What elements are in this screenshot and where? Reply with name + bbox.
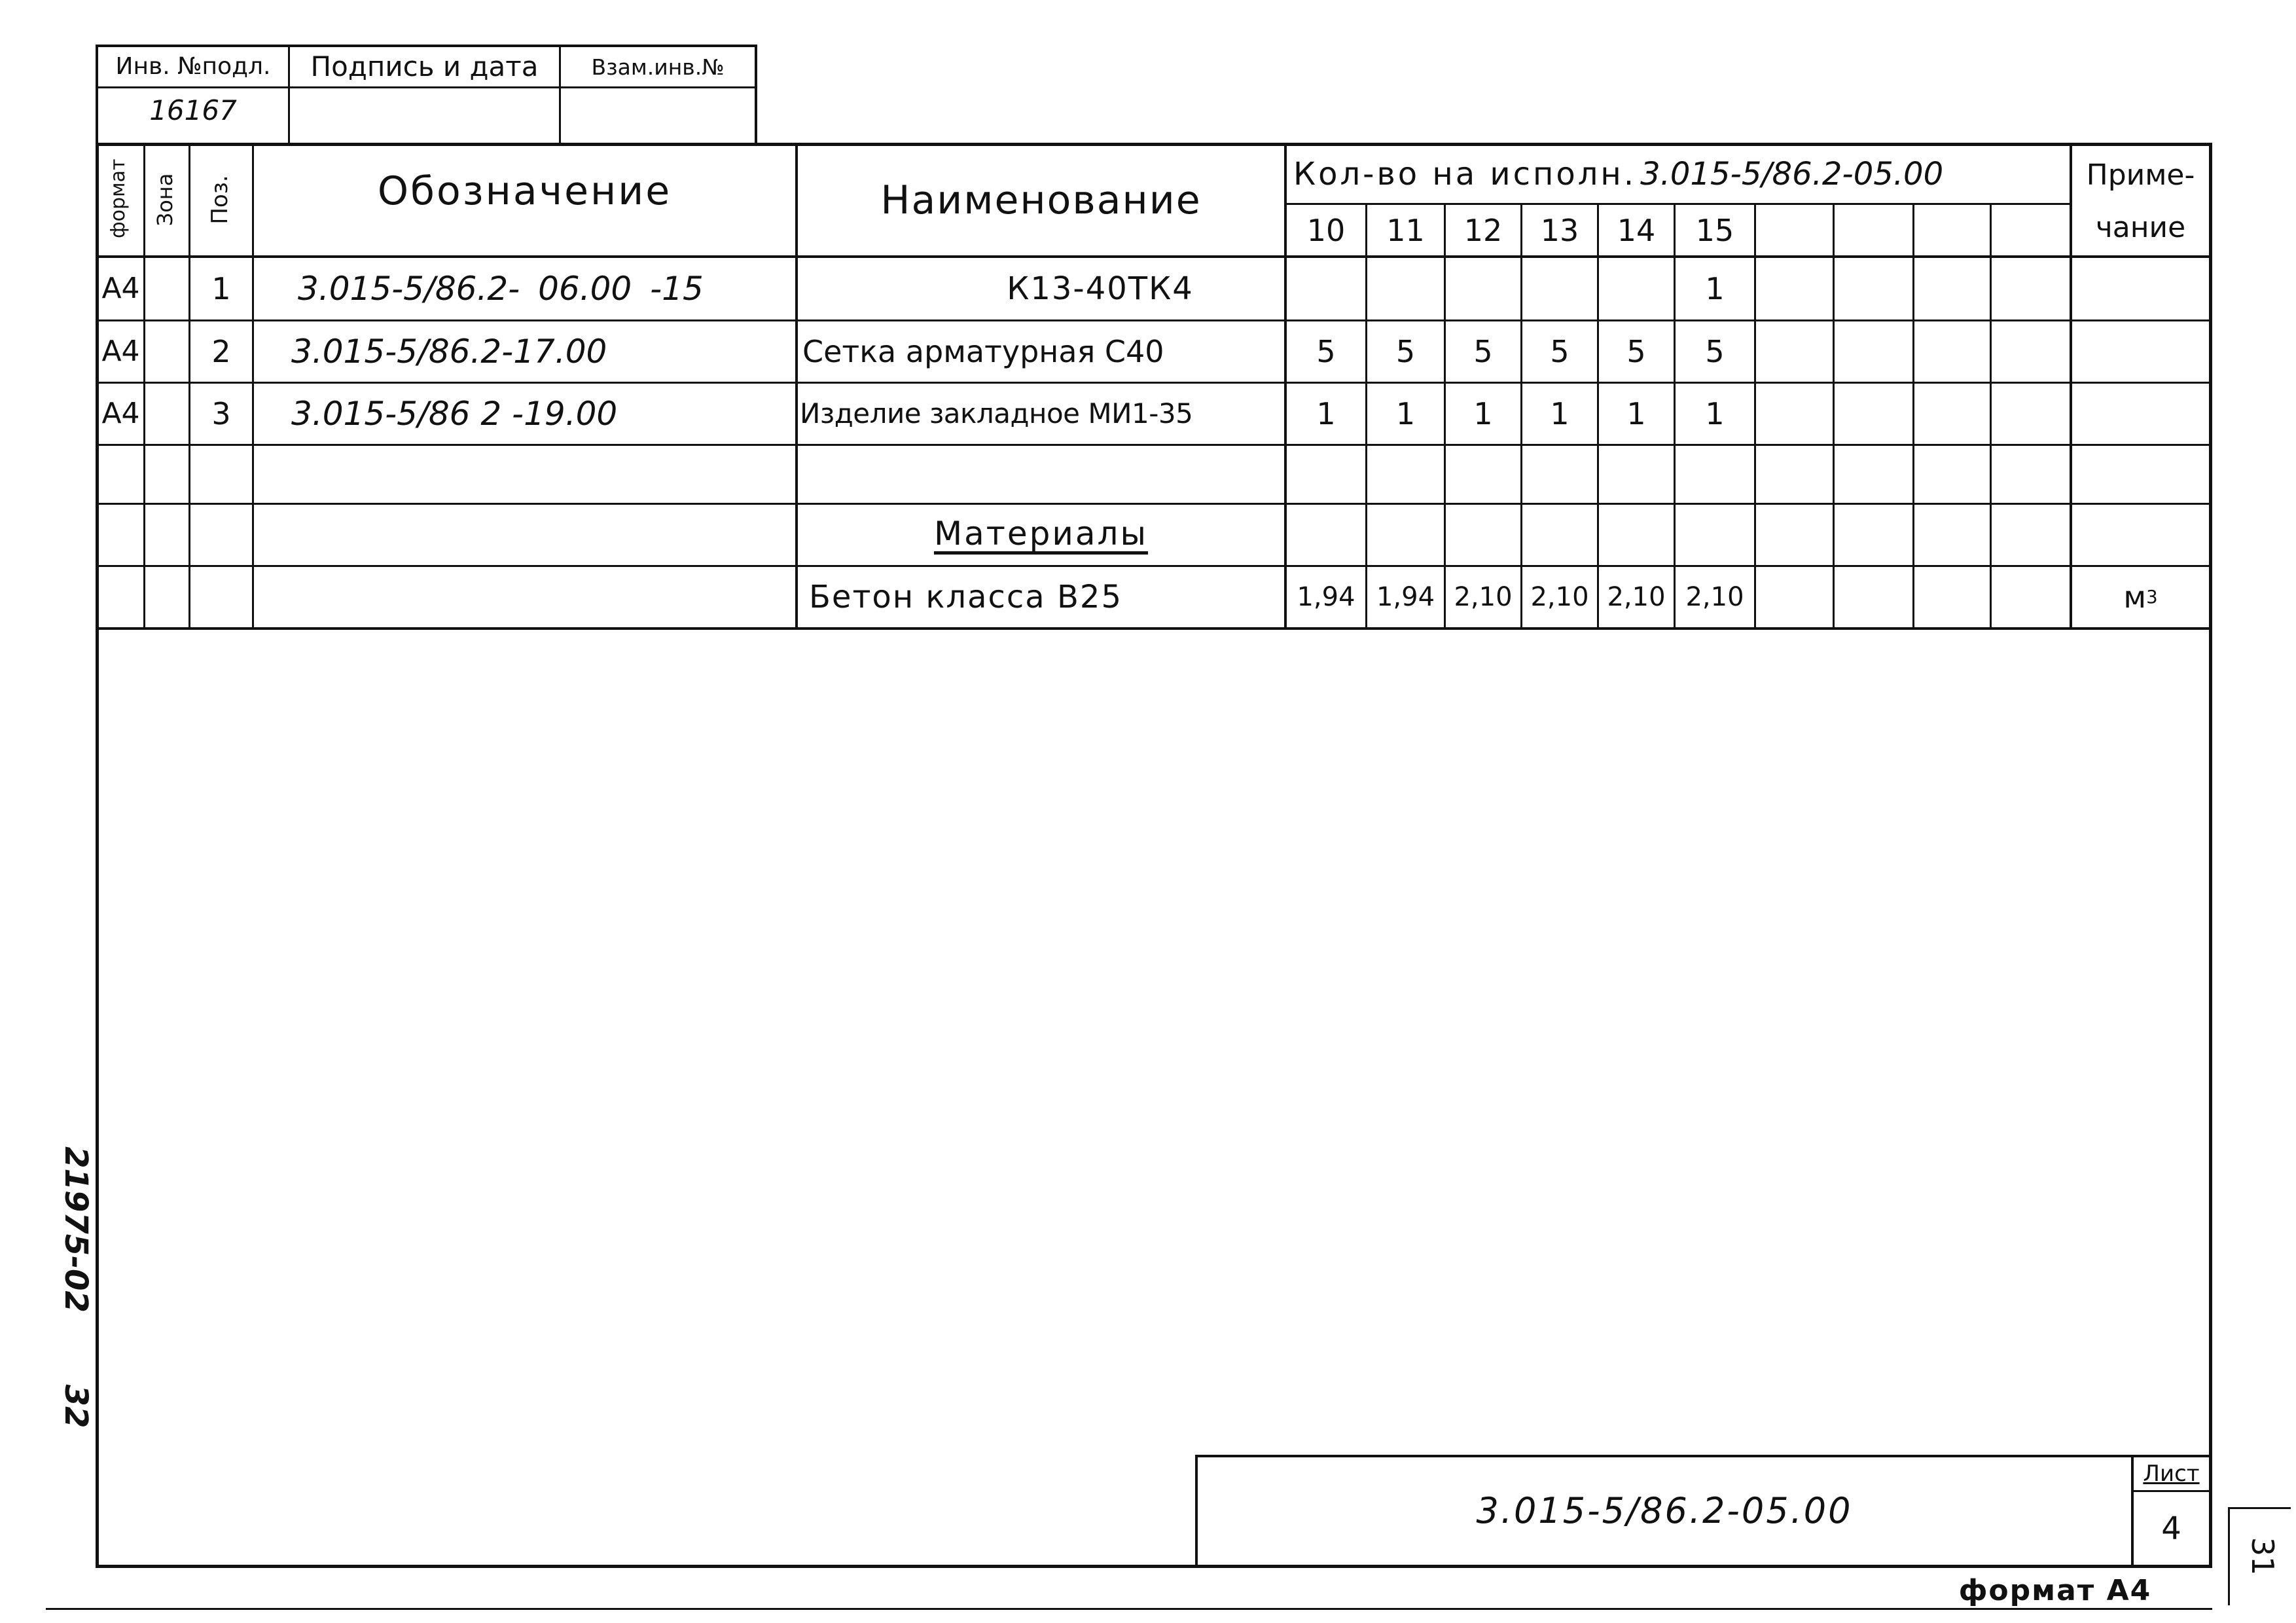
cell-name: Сетка арматурная С40 [802, 334, 1164, 369]
cell-pos: 3 [211, 396, 231, 431]
execution-number [1756, 205, 1833, 255]
cell-qty: 1 [1395, 396, 1416, 431]
frame-line [2209, 143, 2212, 1567]
cell-pos: 1 [211, 271, 231, 306]
cell-qty: 5 [1550, 334, 1570, 369]
cell-qty: 2,10 [1530, 582, 1589, 612]
header-qty-prefix: Кол-во на исполн. [1293, 156, 1637, 192]
cell-format: A4 [101, 335, 140, 368]
cell-designation: 3.015-5/86 2 -19.00 [291, 395, 618, 433]
stamp-line [755, 45, 757, 144]
cell-qty: 2,10 [1685, 582, 1744, 612]
sheet-number: 4 [2161, 1510, 2181, 1547]
cell-designation: 3.015-5/86.2-17.00 [291, 333, 607, 371]
cell-qty [1287, 258, 1365, 319]
margin-left-code: 21975-02 [58, 1146, 94, 1313]
cell-qty [1367, 258, 1444, 319]
header-format: формат [107, 158, 130, 238]
grid-line [96, 627, 2212, 630]
footer-line [46, 1608, 2212, 1610]
execution-number: 11 [1386, 212, 1425, 248]
section-materials: Материалы [934, 515, 1148, 553]
header-note-line1: Приме- [2086, 158, 2195, 192]
footer-format: формат А4 [1958, 1574, 2152, 1607]
cell-note [2072, 384, 2209, 444]
unit-cubic-meter: м [2123, 579, 2147, 615]
cell-qty: 5 [1626, 334, 1646, 369]
grid-line [1754, 203, 1756, 629]
stamp-inv-number: 16167 [149, 94, 237, 126]
cell-qty: 1 [1705, 396, 1725, 431]
grid-line [1912, 203, 1914, 629]
header-name: Наименование [880, 177, 1202, 223]
execution-number [1914, 205, 1990, 255]
header-note-line2: чание [2095, 211, 2186, 244]
cell-format: A4 [101, 397, 140, 430]
cell-qty: 2,10 [1454, 582, 1513, 612]
cell-qty [1599, 258, 1674, 319]
frame-line [96, 1565, 2212, 1568]
unit-exponent: 3 [2146, 586, 2158, 608]
cell-qty: 1,94 [1297, 582, 1355, 612]
header-zone: Зона [152, 173, 177, 227]
cell-qty [1522, 258, 1597, 319]
cell-zone [145, 258, 188, 319]
margin-line [2228, 1507, 2291, 1509]
cell-name: Бетон класса В25 [809, 579, 1122, 615]
cell-zone [145, 321, 188, 382]
execution-number [1992, 205, 2070, 255]
execution-number [1835, 205, 1912, 255]
cell-note [2072, 321, 2209, 382]
margin-right-page: 31 [2245, 1537, 2280, 1576]
margin-line [2228, 1507, 2230, 1605]
cell-qty [1446, 258, 1520, 319]
margin-left-page: 32 [58, 1384, 94, 1429]
header-designation: Обозначение [377, 168, 672, 214]
cell-qty: 2,10 [1607, 582, 1666, 612]
cell-qty: 1 [1473, 396, 1493, 431]
grid-line [1833, 203, 1835, 629]
execution-number: 14 [1617, 212, 1656, 248]
grid-line [1990, 203, 1992, 629]
cell-qty: 5 [1395, 334, 1416, 369]
cell-qty: 5 [1705, 334, 1725, 369]
execution-number: 10 [1306, 212, 1346, 248]
cell-qty: 5 [1473, 334, 1493, 369]
cell-note [2072, 567, 2209, 627]
header-qty-doc: 3.015-5/86.2-05.00 [1640, 156, 1944, 192]
execution-number: 15 [1695, 212, 1734, 248]
cell-zone [145, 384, 188, 444]
cell-qty: 1,94 [1376, 582, 1435, 612]
cell-qty: 1 [1626, 396, 1646, 431]
cell-pos: 2 [211, 334, 231, 369]
sheet-label: Лист [2143, 1461, 2200, 1487]
header-pos: Поз. [207, 175, 233, 225]
cell-format: A4 [101, 272, 140, 305]
cell-name: К13-40ТК4 [1007, 270, 1194, 307]
cell-note [2072, 258, 2209, 319]
cell-qty: 1 [1705, 271, 1725, 306]
cell-name: Изделие закладное МИ1-35 [800, 397, 1193, 429]
stamp-vzam-header: Взам.инв.№ [591, 54, 725, 80]
cell-designation: 3.015-5/86.2- 06.00 -15 [298, 270, 704, 308]
header-qty-title [1293, 145, 2070, 203]
stamp-sign-header: Подпись и дата [310, 50, 539, 82]
doc-number: 3.015-5/86.2-05.00 [1476, 1490, 1853, 1531]
grid-line [96, 444, 2212, 446]
cell-qty: 1 [1316, 396, 1336, 431]
execution-number: 12 [1463, 212, 1503, 248]
cell-qty: 5 [1316, 334, 1336, 369]
cell-qty: 1 [1550, 396, 1570, 431]
stamp-inv-header: Инв. №подл. [115, 53, 271, 80]
execution-number: 13 [1540, 212, 1579, 248]
